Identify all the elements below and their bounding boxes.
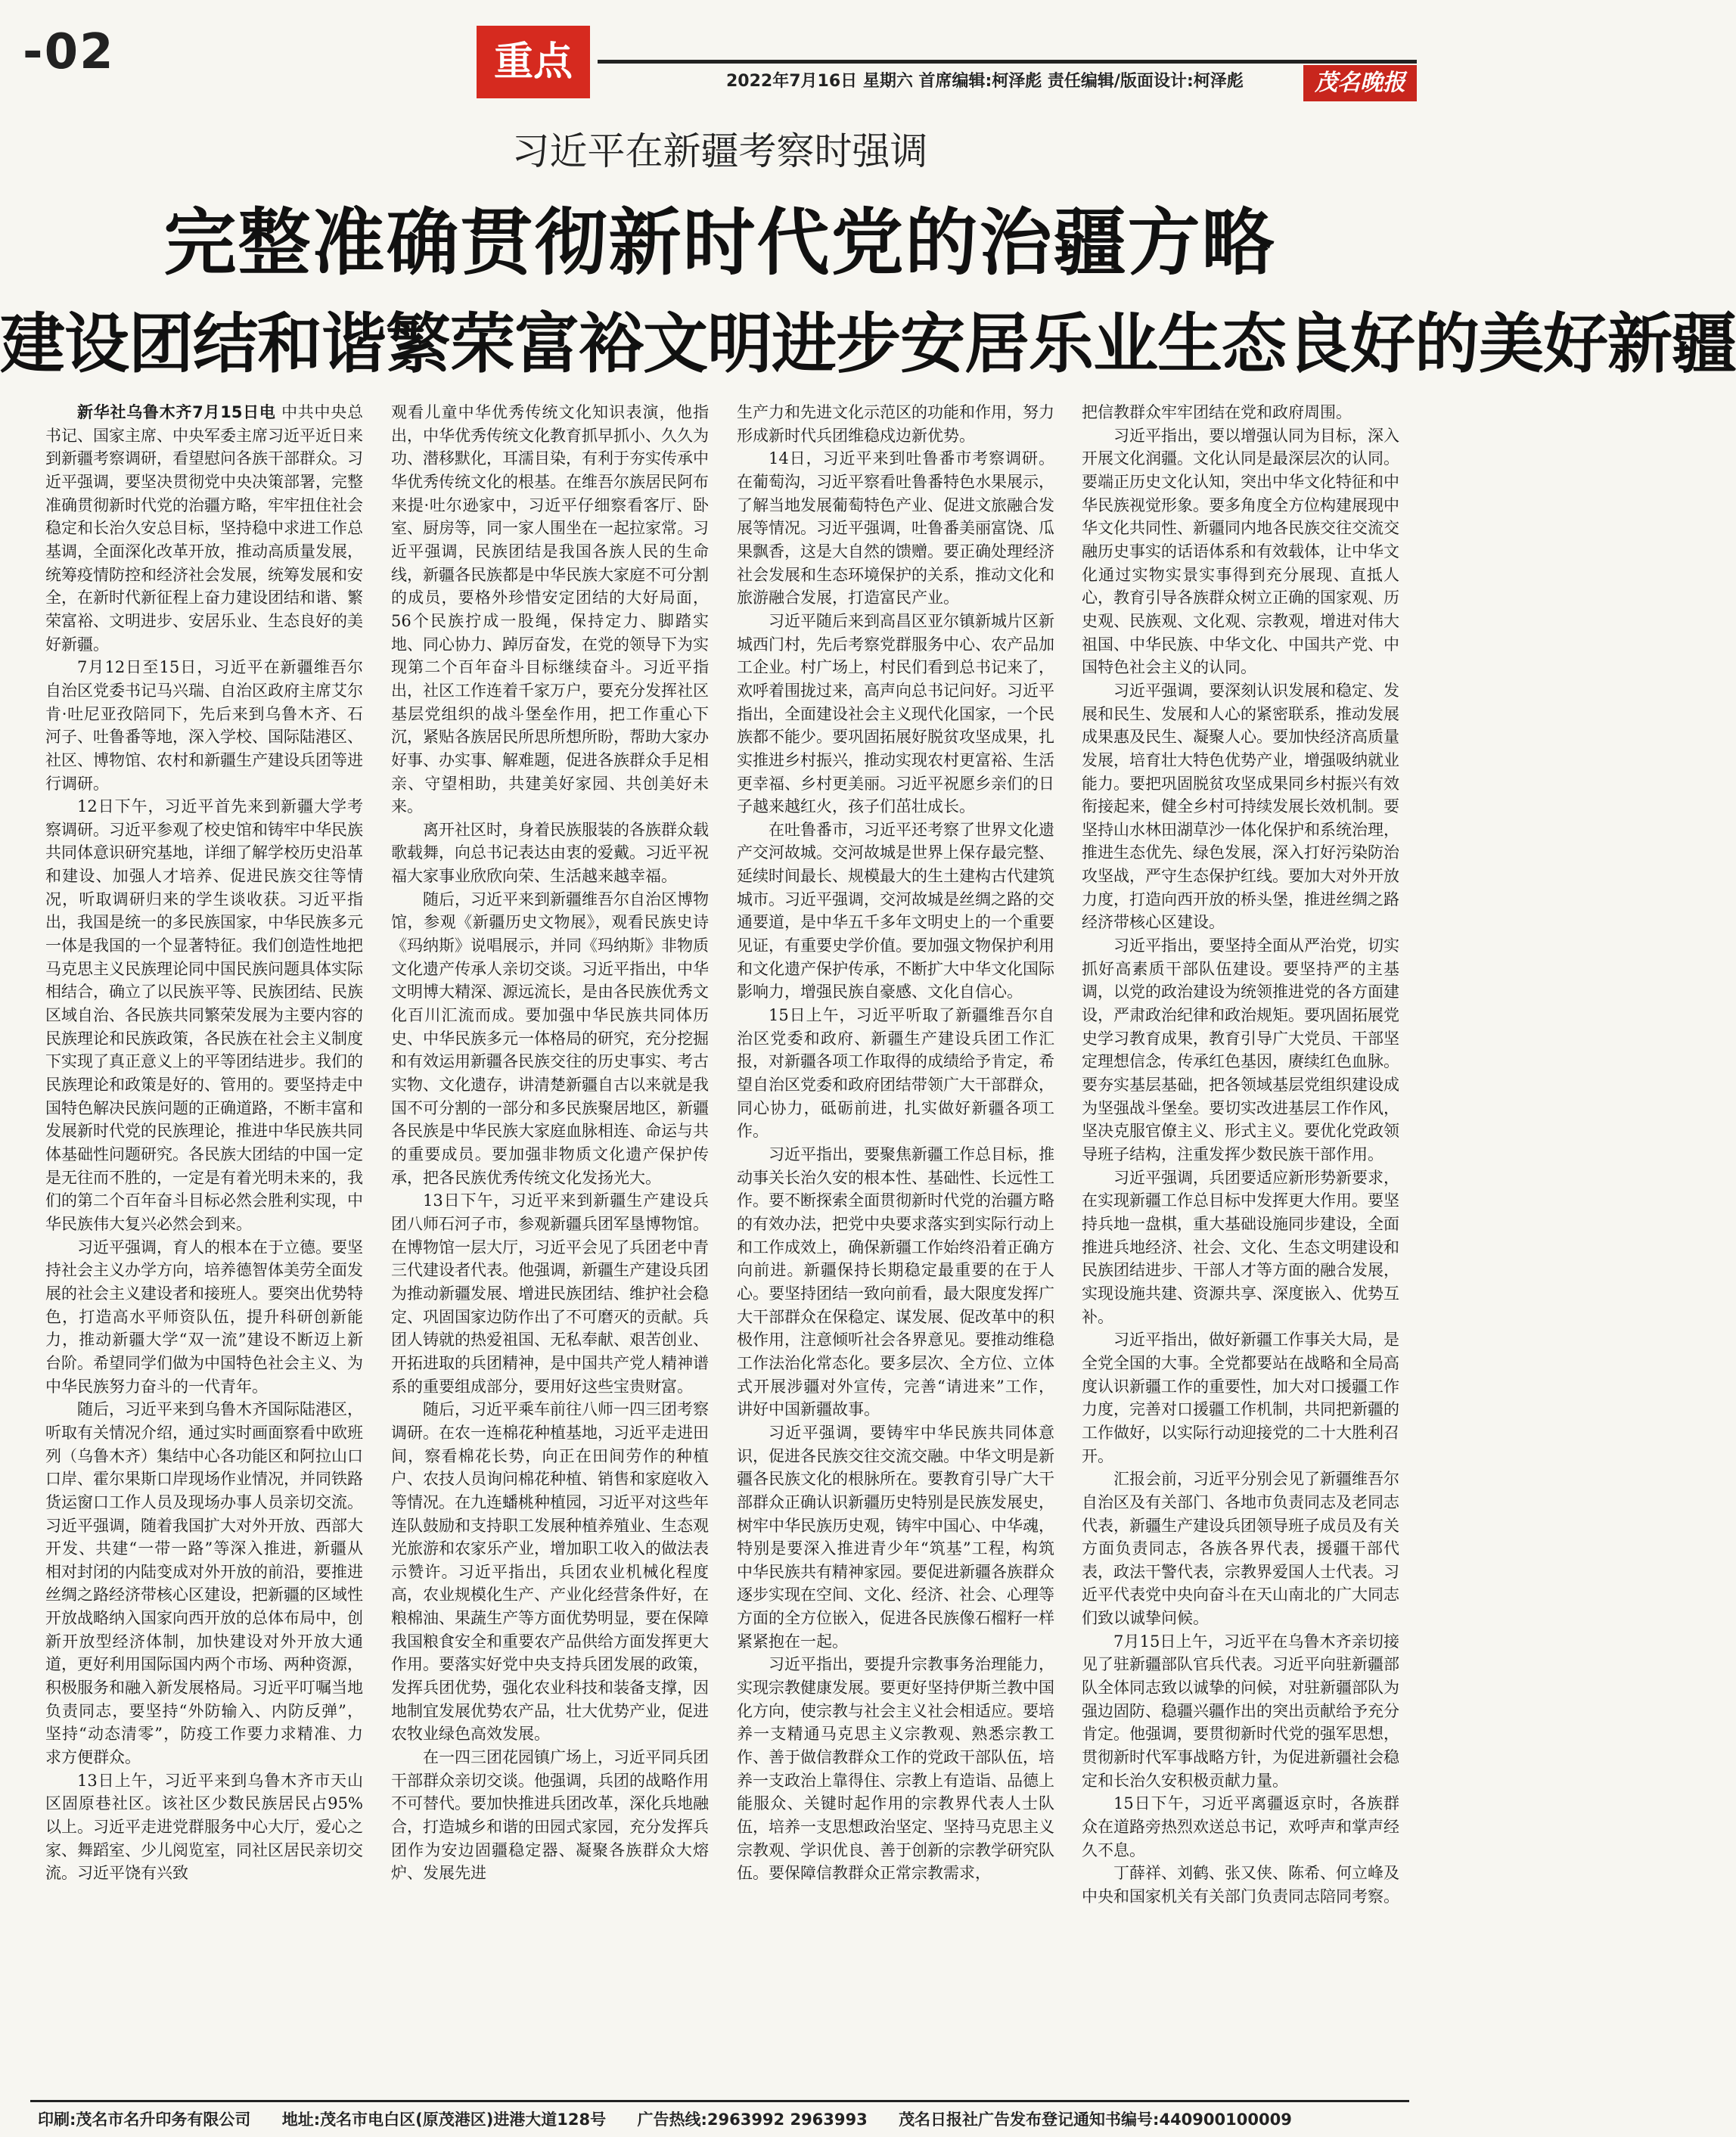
edition-meta: 2022年7月16日 星期六 首席编辑:柯泽彪 责任编辑/版面设计:柯泽彪 <box>726 72 1244 91</box>
header-rule <box>598 60 1417 64</box>
paragraph: 观看儿童中华优秀传统文化知识表演，他指出，中华优秀传统文化教育抓早抓小、久久为功、潜移默化，耳濡目染，有利于夯实传承中华优秀传统文化的根基。在维吾尔族居民阿布来提·吐尔逊家中，习近平仔细察看客厅、卧室、厨房等，同一家人围坐在一起拉家常。习近平强调，民族团结是我国各族人民的生命线，新疆各民族都是中华民族大家庭不可分割的成员，要格外珍惜安定团结的大好局面，56个民族拧成一股绳，保持定力、脚踏实地、同心协力、踔厉奋发，在党的领导下为实现第二个百年奋斗目标继续奋斗。习近平指出，社区工作连着千家万户，要充分发挥社区基层党组织的战斗堡垒作用，把工作重心下沉，紧贴各族居民所思所想所盼，帮助大家办好事、办实事、解难题，促进各族群众手足相亲、守望相助，共建美好家园、共创美好未来。 <box>391 403 709 816</box>
paragraph: 丁薛祥、刘鹤、张又侠、陈希、何立峰及中央和国家机关有关部门负责同志陪同考察。 <box>1082 1864 1399 1906</box>
article-column-2 <box>391 401 709 2042</box>
page-number: -02 <box>23 24 115 80</box>
article-column-3 <box>737 401 1054 2042</box>
paragraph: 习近平指出，要提升宗教事务治理能力，实现宗教健康发展。要更好坚持伊斯兰教中国化方向，使宗教与社会主义社会相适应。要培养一支精通马克思主义宗教观、熟悉宗教工作、善于做信教群众工作的党政干部队伍，培养一支政治上靠得住、宗教上有造诣、品德上能服众、关键时起作用的宗教界代表人士队伍，培养一支思想政治坚定、坚持马克思主义宗教观、学识优良、善于创新的宗教学研究队伍。要保障信教群众正常宗教需求， <box>737 1655 1054 1883</box>
printer-info: 印刷:茂名市名升印务有限公司 <box>38 2111 251 2129</box>
paragraph: 13日下午，习近平来到新疆生产建设兵团八师石河子市，参观新疆兵团军垦博物馆。在博物馆一层大厅，习近平会见了兵团老中青三代建设者代表。他强调，新疆生产建设兵团为推动新疆发展、增进民族团结、维护社会稳定、巩固国家边防作出了不可磨灭的贡献。兵团人铸就的热爱祖国、无私奉献、艰苦创业、开拓进取的兵团精神，是中国共产党人精神谱系的重要组成部分，要用好这些宝贵财富。 <box>391 1191 709 1396</box>
paragraph: 习近平指出，要坚持全面从严治党，切实抓好高素质干部队伍建设。要坚持严的主基调，以党的政治建设为统领推进党的各方面建设，严肃政治纪律和政治规矩。要巩固拓展党史学习教育成果，教育引导广大党员、干部坚定理想信念，传承红色基因，赓续红色血脉。要夯实基层基础，把各领域基层党组织建设成为坚强战斗堡垒。要切实改进基层工作作风，坚决克服官僚主义、形式主义。要优化党政领导班子结构，注重发挥少数民族干部作用。 <box>1082 936 1399 1163</box>
paragraph: 随后，习近平来到乌鲁木齐国际陆港区，听取有关情况介绍，通过实时画面察看中欧班列（乌鲁木齐）集结中心各功能区和阿拉山口口岸、霍尔果斯口岸现场作业情况，并同铁路货运窗口工作人员及现场办事人员亲切交流。习近平强调，随着我国扩大对外开放、西部大开发、共建“一带一路”等深入推进，新疆从相对封闭的内陆变成对外开放的前沿，要推进丝绸之路经济带核心区建设，把新疆的区域性开放战略纳入国家向西开放的总体布局中，创新开放型经济体制，加快建设对外开放大通道，更好利用国际国内两个市场、两种资源，积极服务和融入新发展格局。习近平叮嘱当地负责同志，要坚持“外防输入、内防反弹”，坚持“动态清零”，防疫工作要力求精准、力求方便群众。 <box>45 1400 363 1767</box>
headline-main: 完整准确贯彻新时代党的治疆方略 <box>163 200 1276 285</box>
paragraph: 生产力和先进文化示范区的功能和作用，努力形成新时代兵团维稳戍边新优势。 <box>737 403 1054 445</box>
headline-kicker: 习近平在新疆考察时强调 <box>511 129 928 173</box>
paragraph: 习近平指出，要以增强认同为目标，深入开展文化润疆。文化认同是最深层次的认同。要端正历史文化认知，突出中华文化特征和中华民族视觉形象。要多角度全方位构建展现中华文化共同性、新疆同内地各民族交往交流交融历史事实的话语体系和有效载体，让中华文化通过实物实景实事得到充分展现、直抵人心，教育引导各族群众树立正确的国家观、历史观、民族观、文化观、宗教观，增进对伟大祖国、中华民族、中华文化、中国共产党、中国特色社会主义的认同。 <box>1082 426 1399 677</box>
paragraph: 新华社乌鲁木齐7月15日电 中共中央总书记、国家主席、中央军委主席习近平近日来到新疆考察调研，看望慰问各族干部群众。习近平强调，要坚决贯彻党中央决策部署，完整准确贯彻新时代党的治疆方略，牢牢扭住社会稳定和长治久安总目标，坚持稳中求进工作总基调，全面深化改革开放，推动高质量发展，统筹疫情防控和经济社会发展，统筹发展和安全，在新时代新征程上奋力建设团结和谐、繁荣富裕、文明进步、安居乐业、生态良好的美好新疆。 <box>45 403 363 654</box>
paragraph: 离开社区时，身着民族服装的各族群众载歌载舞，向总书记表达由衷的爱戴。习近平祝福大家事业欣欣向荣、生活越来越幸福。 <box>391 820 709 886</box>
ad-hotline: 广告热线:2963992 2963993 <box>637 2111 868 2129</box>
article-body <box>45 401 1399 2042</box>
paragraph: 习近平指出，要聚焦新疆工作总目标，推动事关长治久安的根本性、基础性、长远性工作。要不断探索全面贯彻新时代党的治疆方略的有效办法，把党中央要求落实到实际行动上和工作成效上，确保新疆工作始终沿着正确方向前进。新疆保持长期稳定最重要的在于人心。要坚持团结一致向前看，最大限度发挥广大干部群众在保稳定、谋发展、促改革中的积极作用，注意倾听社会各界意见。要推动维稳工作法治化常态化。要多层次、全方位、立体式开展涉疆对外宣传，完善“请进来”工作，讲好中国新疆故事。 <box>737 1145 1054 1419</box>
dateline: 新华社乌鲁木齐7月15日电 <box>77 403 276 421</box>
paragraph: 15日上午，习近平听取了新疆维吾尔自治区党委和政府、新疆生产建设兵团工作汇报，对新疆各项工作取得的成绩给予肯定，希望自治区党委和政府团结带领广大干部群众，同心协力，砥砺前进，扎实做好新疆各项工作。 <box>737 1006 1054 1141</box>
paragraph: 13日上午，习近平来到乌鲁木齐市天山区固原巷社区。该社区少数民族居民占95%以上。习近平走进党群服务中心大厅，爱心之家、舞蹈室、少儿阅览室，同社区居民亲切交流。习近平饶有兴致 <box>45 1771 363 1883</box>
footer-rule <box>30 2100 1409 2102</box>
license-info: 茂名日报社广告发布登记通知书编号:440900100009 <box>899 2111 1292 2129</box>
address-info: 地址:茂名市电白区(原茂港区)进港大道128号 <box>281 2111 607 2129</box>
paragraph: 习近平指出，做好新疆工作事关大局，是全党全国的大事。全党都要站在战略和全局高度认识新疆工作的重要性，加大对口援疆工作力度，完善对口援疆工作机制，共同把新疆的工作做好，以实际行动迎接党的二十大胜利召开。 <box>1082 1331 1399 1465</box>
headline-second: 建设团结和谐繁荣富裕文明进步安居乐业生态良好的美好新疆 <box>0 306 1736 382</box>
paragraph: 习近平强调，要铸牢中华民族共同体意识，促进各民族交往交流交融。中华文明是新疆各民族文化的根脉所在。要教育引导广大干部群众正确认识新疆历史特别是民族发展史，树牢中华民族历史观，铸牢中国心、中华魂，特别是要深入推进青少年“筑基”工程，构筑中华民族共有精神家园。要促进新疆各族群众逐步实现在空间、文化、经济、社会、心理等方面的全方位嵌入，促进各民族像石榴籽一样紧紧抱在一起。 <box>737 1423 1054 1651</box>
paragraph: 在一四三团花园镇广场上，习近平同兵团干部群众亲切交谈。他强调，兵团的战略作用不可替代。要加快推进兵团改革，深化兵地融合，打造城乡和谐的田园式家园，充分发挥兵团作为安边固疆稳定器、凝聚各族群众大熔炉、发展先进 <box>391 1748 709 1883</box>
paragraph: 随后，习近平来到新疆维吾尔自治区博物馆，参观《新疆历史文物展》，观看民族史诗《玛纳斯》说唱展示，并同《玛纳斯》非物质文化遗产传承人亲切交谈。习近平指出，中华文明博大精深、源远流长，是由各民族优秀文化百川汇流而成。要加强中华民族共同体历史、中华民族多元一体格局的研究，充分挖掘和有效运用新疆各民族交往的历史事实、考古实物、文化遗存，讲清楚新疆自古以来就是我国不可分割的一部分和多民族聚居地区，新疆各民族是中华民族大家庭血脉相连、命运与共的重要成员。要加强非物质文化遗产保护传承，把各民族优秀传统文化发扬光大。 <box>391 890 709 1187</box>
paragraph: 7月12日至15日，习近平在新疆维吾尔自治区党委书记马兴瑞、自治区政府主席艾尔肯·吐尼亚孜陪同下，先后来到乌鲁木齐、石河子、吐鲁番等地，深入学校、国际陆港区、社区、博物馆、农村和新疆生产建设兵团等进行调研。 <box>45 658 363 793</box>
paragraph: 随后，习近平乘车前往八师一四三团考察调研。在农一连棉花种植基地，习近平走进田间，察看棉花长势，向正在田间劳作的种植户、农技人员询问棉花种植、销售和家庭收入等情况。在九连蟠桃种植园，习近平对这些年连队鼓励和支持职工发展种植养殖业、生态观光旅游和农家乐产业，增加职工收入的做法表示赞许。习近平指出，兵团农业机械化程度高，农业规模化生产、产业化经营条件好，在粮棉油、果蔬生产等方面优势明显，要在保障我国粮食安全和重要农产品供给方面发挥更大作用。要落实好党中央支持兵团发展的政策，发挥兵团优势，强化农业科技和装备支撑，因地制宜发展优势农产品，壮大优势产业，促进农牧业绿色高效发展。 <box>391 1400 709 1744</box>
article-column-4 <box>1082 401 1399 2042</box>
paragraph: 习近平强调，育人的根本在于立德。要坚持社会主义办学方向，培养德智体美劳全面发展的社会主义建设者和接班人。要突出优势特色，打造高水平师资队伍，提升科研创新能力，推动新疆大学“双一流”建设不断迈上新台阶。希望同学们做为中国特色社会主义、为中华民族努力奋斗的一代青年。 <box>45 1238 363 1396</box>
paragraph: 习近平强调，要深刻认识发展和稳定、发展和民生、发展和人心的紧密联系，推动发展成果惠及民生、凝聚人心。要加快经济高质量发展，培育壮大特色优势产业，增强吸纳就业能力。要把巩固脱贫攻坚成果同乡村振兴有效衔接起来，健全乡村可持续发展长效机制。要坚持山水林田湖草沙一体化保护和系统治理，推进生态优先、绿色发展，深入打好污染防治攻坚战，严守生态保护红线。要加大对外开放力度，打造向西开放的桥头堡，推进丝绸之路经济带核心区建设。 <box>1082 681 1399 932</box>
paragraph: 15日下午，习近平离疆返京时，各族群众在道路旁热烈欢送总书记，欢呼声和掌声经久不息。 <box>1082 1794 1399 1859</box>
paragraph: 在吐鲁番市，习近平还考察了世界文化遗产交河故城。交河故城是世界上保存最完整、延续时间最长、规模最大的生土建构古代建筑城市。习近平强调，交河故城是丝绸之路的交通要道，是中华五千多年文明史上的一个重要见证，有重要史学价值。要加强文物保护利用和文化遗产保护传承，不断扩大中华文化国际影响力，增强民族自豪感、文化自信心。 <box>737 820 1054 1002</box>
paragraph: 习近平随后来到高昌区亚尔镇新城片区新城西门村，先后考察党群服务中心、农产品加工企业。村广场上，村民们看到总书记来了，欢呼着围拢过来，高声向总书记问好。习近平指出，全面建设社会主义现代化国家，一个民族都不能少。要巩固拓展好脱贫攻坚成果，扎实推进乡村振兴，推动实现农村更富裕、生活更幸福、乡村更美丽。习近平祝愿乡亲们的日子越来越红火，孩子们茁壮成长。 <box>737 611 1054 816</box>
newspaper-logo: 茂名晚报 <box>1303 65 1417 101</box>
section-label: 重点 <box>477 26 590 98</box>
paragraph: 汇报会前，习近平分别会见了新疆维吾尔自治区及有关部门、各地市负责同志及老同志代表，新疆生产建设兵团领导班子成员及有关方面负责同志，各族各界代表，援疆干部代表，政法干警代表，宗教界爱国人士代表。习近平代表党中央向奋斗在天山南北的广大同志们致以诚挚问候。 <box>1082 1470 1399 1628</box>
page-header <box>23 18 1417 101</box>
article-column-1 <box>45 401 363 2042</box>
paragraph: 把信教群众牢牢团结在党和政府周围。 <box>1082 403 1352 421</box>
paragraph: 12日下午，习近平首先来到新疆大学考察调研。习近平参观了校史馆和铸牢中华民族共同体意识研究基地，详细了解学校历史沿革和建设、加强人才培养、促进民族交往等情况，听取调研归来的学生谈收获。习近平指出，我国是统一的多民族国家，中华民族多元一体是我国的一个显著特征。我们创造性地把马克思主义民族理论同中国民族问题具体实际相结合，确立了以民族平等、民族团结、民族区域自治、各民族共同繁荣发展为主要内容的民族理论和民族政策，各民族在社会主义制度下实现了真正意义上的平等团结进步。我们的民族理论和政策是好的、管用的。要坚持走中国特色解决民族问题的正确道路，不断丰富和发展新时代党的民族理论，推进中华民族共同体基础性问题研究。各民族大团结的中国一定是无往而不胜的，一定是有着光明未来的，我们的第二个百年奋斗目标必然会胜利实现，中华民族伟大复兴必然会到来。 <box>45 797 363 1233</box>
page-footer <box>38 2107 1409 2130</box>
paragraph: 习近平强调，兵团要适应新形势新要求，在实现新疆工作总目标中发挥更大作用。要坚持兵地一盘棋，重大基础设施同步建设，全面推进兵地经济、社会、文化、生态文明建设和民族团结进步、干部人才等方面的融合发展，实现设施共建、资源共享、深度嵌入、优势互补。 <box>1082 1168 1399 1326</box>
paragraph: 7月15日上午，习近平在乌鲁木齐亲切接见了驻新疆部队官兵代表。习近平向驻新疆部队全体同志致以诚挚的问候，对驻新疆部队为强边固防、稳疆兴疆作出的突出贡献给予充分肯定。他强调，要贯彻新时代党的强军思想，贯彻新时代军事战略方针，为促进新疆社会稳定和长治久安积极贡献力量。 <box>1082 1632 1399 1790</box>
paragraph: 14日，习近平来到吐鲁番市考察调研。在葡萄沟，习近平察看吐鲁番特色水果展示，了解当地发展葡萄特色产业、促进文旅融合发展等情况。习近平强调，吐鲁番美丽富饶、瓜果飘香，这是大自然的馈赠。要正确处理经济社会发展和生态环境保护的关系，推动文化和旅游融合发展，打造富民产业。 <box>737 449 1054 607</box>
